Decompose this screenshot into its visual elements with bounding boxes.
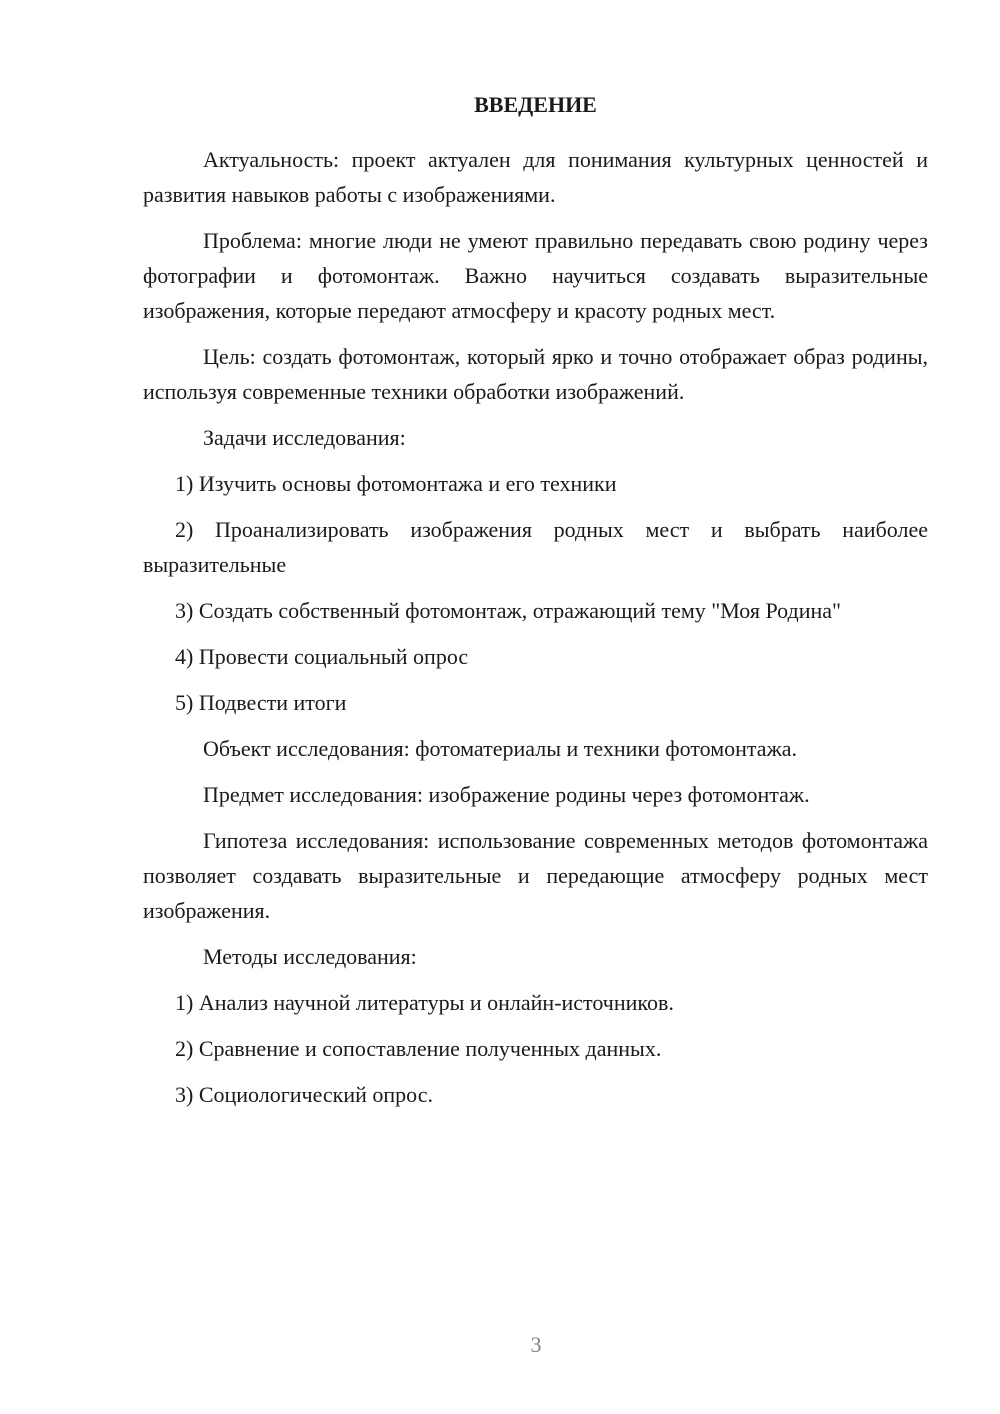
goal-paragraph: Цель: создать фотомонтаж, который ярко и точно отображает образ родины, используя современные техники обработки изображений. — [143, 344, 928, 404]
subject-paragraph: Предмет исследования: изображение родины через фотомонтаж. — [203, 782, 810, 807]
task-item: 1) Изучить основы фотомонтажа и его техники — [175, 471, 617, 496]
relevance-paragraph: Актуальность: проект актуален для понимания культурных ценностей и развития навыков работы с изображениями. — [143, 147, 928, 207]
method-item: 1) Анализ научной литературы и онлайн-источников. — [175, 990, 674, 1015]
method-item: 2) Сравнение и сопоставление полученных данных. — [175, 1036, 662, 1061]
tasks-heading: Задачи исследования: — [203, 425, 406, 450]
problem-paragraph: Проблема: многие люди не умеют правильно передавать свою родину через фотографии и фотомонтаж. Важно научиться создавать выразительные изображения, которые передают атмосферу и красоту родных мест. — [143, 228, 928, 323]
methods-heading: Методы исследования: — [203, 944, 417, 969]
method-item: 3) Социологический опрос. — [175, 1082, 433, 1107]
document-page — [143, 88, 928, 1123]
task-item: 2) Проанализировать изображения родных мест и выбрать наиболее выразительные — [143, 517, 928, 577]
task-item: 3) Создать собственный фотомонтаж, отражающий тему "Моя Родина" — [175, 598, 841, 623]
section-title: ВВЕДЕНИЕ — [474, 92, 597, 117]
task-item: 5) Подвести итоги — [175, 690, 347, 715]
task-item: 4) Провести социальный опрос — [175, 644, 469, 669]
object-paragraph: Объект исследования: фотоматериалы и техники фотомонтажа. — [203, 736, 798, 761]
hypothesis-paragraph: Гипотеза исследования: использование современных методов фотомонтажа позволяет создавать выразительные и передающие атмосферу родных мест изображения. — [143, 828, 928, 923]
page-number: 3 — [530, 1332, 542, 1357]
